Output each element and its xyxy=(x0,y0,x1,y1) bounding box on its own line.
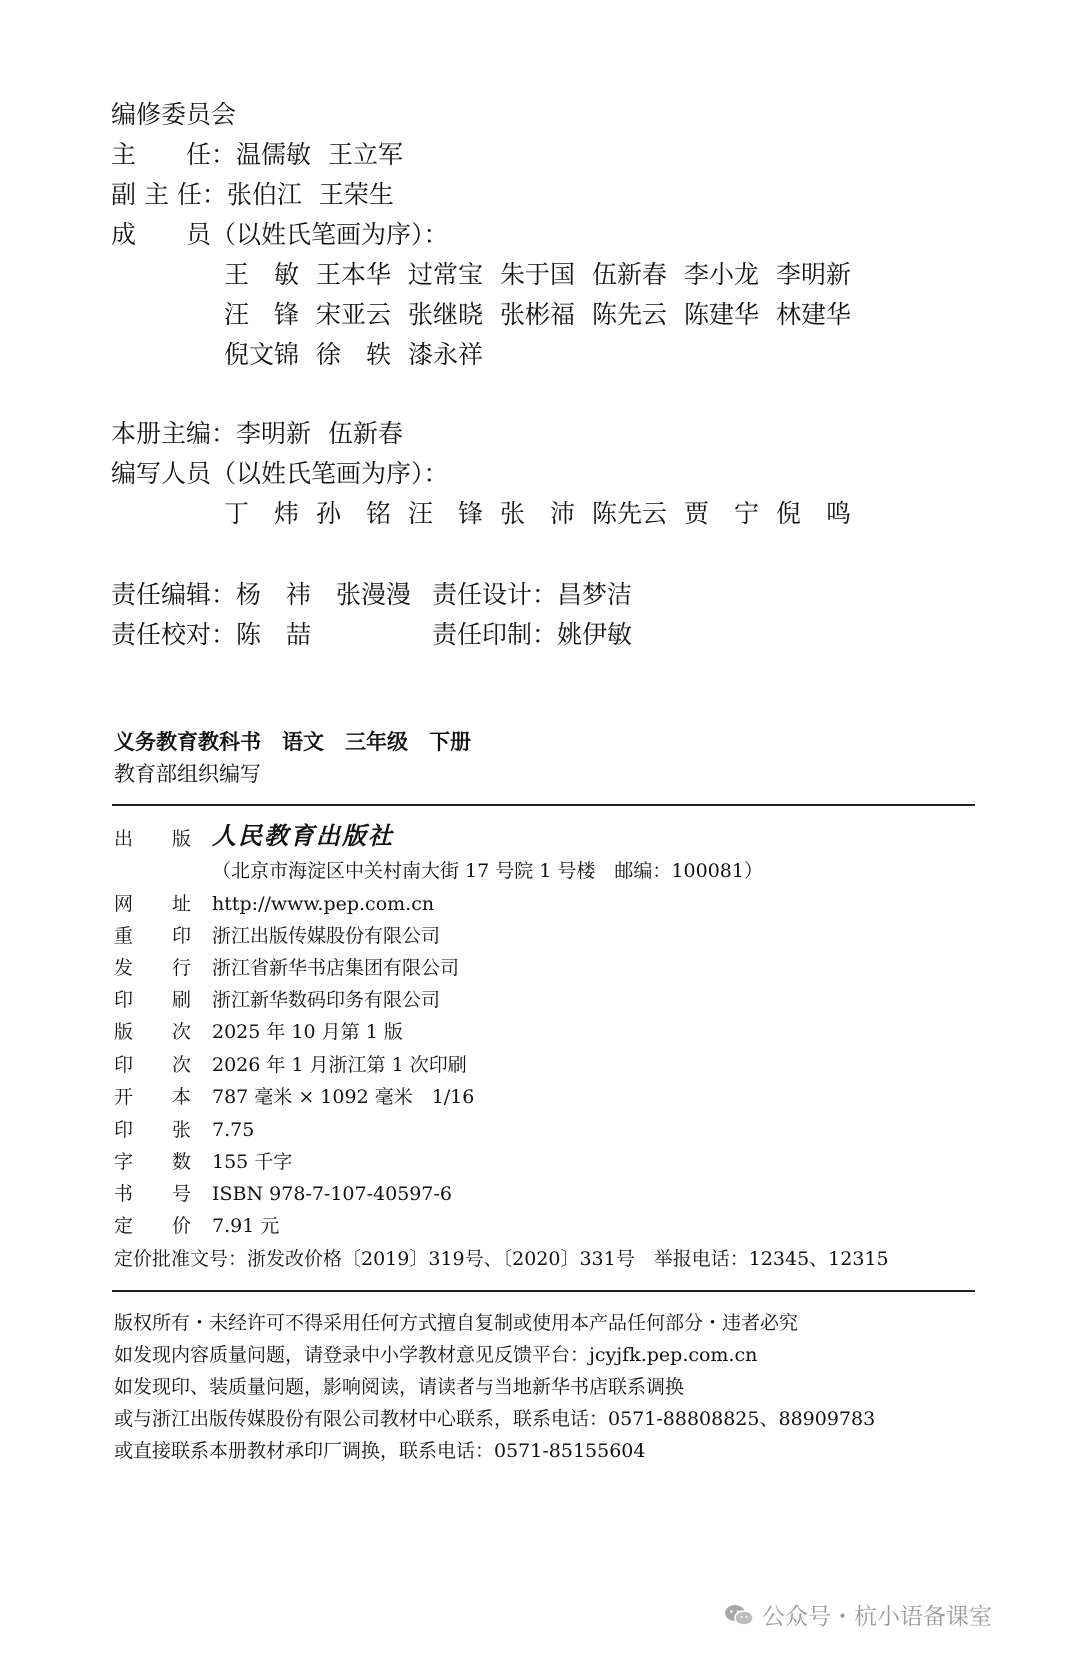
wechat-watermark xyxy=(724,1598,992,1631)
info-value: 787 毫米 × 1092 毫米 1/16 xyxy=(212,1086,475,1108)
member-name: 朱于国 xyxy=(500,260,576,289)
responsible-proof-line xyxy=(111,620,311,650)
info-key: 印 xyxy=(114,1119,134,1141)
info-key: 数 xyxy=(172,1151,192,1173)
info-key: 网 xyxy=(114,893,134,915)
responsible-print-label: 责任印制： xyxy=(432,620,558,649)
member-name: 倪文锦 xyxy=(224,340,300,369)
publisher-key: 出 xyxy=(114,828,134,850)
members-label: 成 员（以姓氏笔画为序）： xyxy=(111,220,449,249)
divider-line xyxy=(112,804,975,806)
info-key: 行 xyxy=(172,957,192,979)
writer-name: 倪 鸣 xyxy=(776,499,852,528)
chief-editor-line xyxy=(111,419,403,449)
responsible-design-line xyxy=(432,580,632,610)
writer-name: 孙 铭 xyxy=(316,499,392,528)
director-name: 王立军 xyxy=(328,140,404,169)
member-name: 李明新 xyxy=(776,260,852,289)
responsible-print-line xyxy=(432,620,632,650)
responsible-editor-line xyxy=(111,580,411,610)
responsible-proof-label: 责任校对： xyxy=(111,620,237,649)
chief-editor-name: 李明新 xyxy=(236,419,312,448)
member-name: 张彬福 xyxy=(500,300,576,329)
info-key: 印 xyxy=(114,989,134,1011)
responsible-proof-name: 陈 喆 xyxy=(236,620,312,649)
info-key: 价 xyxy=(172,1215,192,1237)
publisher-logo: 人民教育出版社 xyxy=(212,821,394,850)
price-approval: 定价批准文号：浙发改价格〔2019〕319号、〔2020〕331号 举报电话：12345、12315 xyxy=(114,1248,889,1270)
writer-name: 贾 宁 xyxy=(684,499,760,528)
director-name: 温儒敏 xyxy=(236,140,312,169)
info-key: 张 xyxy=(172,1119,192,1141)
member-name: 张继晓 xyxy=(408,300,484,329)
member-name: 宋亚云 xyxy=(316,300,392,329)
writer-name: 张 沛 xyxy=(500,499,576,528)
committee-heading: 编修委员会 xyxy=(111,100,237,129)
info-value: 7.91 元 xyxy=(212,1215,280,1237)
compiled-by: 教育部组织编写 xyxy=(114,762,261,786)
chief-editor-name: 伍新春 xyxy=(328,419,404,448)
publisher-key: 版 xyxy=(172,828,192,850)
members-row xyxy=(224,340,483,370)
info-key: 字 xyxy=(114,1151,134,1173)
watermark-text: 公众号・杭小语备课室 xyxy=(762,1604,992,1630)
contact-notice: 或与浙江出版传媒股份有限公司教材中心联系，联系电话：0571-88808825、88909783 xyxy=(114,1408,876,1430)
info-key: 次 xyxy=(172,1021,192,1043)
writer-name: 陈先云 xyxy=(592,499,668,528)
member-name: 林建华 xyxy=(776,300,852,329)
writer-name: 丁 炜 xyxy=(224,499,300,528)
info-value: 浙江省新华书店集团有限公司 xyxy=(212,957,460,979)
member-name: 伍新春 xyxy=(592,260,668,289)
responsible-editor-label: 责任编辑： xyxy=(111,580,237,609)
member-name: 王本华 xyxy=(316,260,392,289)
info-value: 155 千字 xyxy=(212,1151,293,1173)
feedback-notice: 如发现内容质量问题，请登录中小学教材意见反馈平台：jcyjfk.pep.com.cn xyxy=(114,1344,758,1366)
responsible-design-name: 昌梦洁 xyxy=(557,580,633,609)
info-key: 印 xyxy=(172,925,192,947)
member-name: 王 敏 xyxy=(224,260,300,289)
responsible-editor-names: 杨 祎 张漫漫 xyxy=(236,580,412,609)
member-name: 陈建华 xyxy=(684,300,760,329)
info-value: 2025 年 10 月第 1 版 xyxy=(212,1021,403,1043)
info-value: http://www.pep.com.cn xyxy=(212,893,435,915)
info-key: 版 xyxy=(114,1021,134,1043)
copyright-notice: 版权所有・未经许可不得采用任何方式擅自复制或使用本产品任何部分・违者必究 xyxy=(114,1312,799,1334)
member-name: 李小龙 xyxy=(684,260,760,289)
member-name: 漆永祥 xyxy=(408,340,484,369)
deputy-director-name: 张伯江 xyxy=(226,180,302,209)
member-name: 陈先云 xyxy=(592,300,668,329)
director-label: 主 任： xyxy=(111,140,237,169)
info-key: 发 xyxy=(114,957,134,979)
printer-contact-notice: 或直接联系本册教材承印厂调换，联系电话：0571-85155604 xyxy=(114,1440,646,1462)
info-value: 2026 年 1 月浙江第 1 次印刷 xyxy=(212,1054,467,1076)
publisher-address: （北京市海淀区中关村南大街 17 号院 1 号楼 邮编：100081） xyxy=(212,860,763,882)
book-title: 义务教育教科书 语文 三年级 下册 xyxy=(114,729,471,754)
info-key: 刷 xyxy=(172,989,192,1011)
members-row xyxy=(224,260,851,290)
info-value: ISBN 978-7-107-40597-6 xyxy=(212,1183,452,1205)
info-key: 号 xyxy=(172,1183,192,1205)
info-key: 开 xyxy=(114,1086,134,1108)
info-value: 浙江新华数码印务有限公司 xyxy=(212,989,441,1011)
info-key: 址 xyxy=(172,893,192,915)
wechat-icon xyxy=(724,1603,754,1627)
member-name: 汪 锋 xyxy=(224,300,300,329)
info-key: 书 xyxy=(114,1183,134,1205)
info-key: 次 xyxy=(172,1054,192,1076)
info-key: 印 xyxy=(114,1054,134,1076)
chief-editor-label: 本册主编： xyxy=(111,419,237,448)
info-key: 本 xyxy=(172,1086,192,1108)
divider-line xyxy=(112,1290,975,1292)
deputy-director-name: 王荣生 xyxy=(318,180,394,209)
responsible-print-name: 姚伊敏 xyxy=(557,620,633,649)
deputy-director-label: 副 主 任： xyxy=(111,180,227,209)
info-value: 浙江出版传媒股份有限公司 xyxy=(212,925,441,947)
director-line xyxy=(111,140,403,170)
responsible-design-label: 责任设计： xyxy=(432,580,558,609)
writer-name: 汪 锋 xyxy=(408,499,484,528)
member-name: 过常宝 xyxy=(408,260,484,289)
info-value: 7.75 xyxy=(212,1119,255,1141)
writers-label: 编写人员（以姓氏笔画为序）： xyxy=(111,459,449,488)
writers-row xyxy=(224,499,851,529)
exchange-notice: 如发现印、装质量问题，影响阅读，请读者与当地新华书店联系调换 xyxy=(114,1376,685,1398)
info-key: 重 xyxy=(114,925,134,947)
members-row xyxy=(224,300,851,330)
deputy-director-line xyxy=(111,180,394,210)
info-key: 定 xyxy=(114,1215,134,1237)
member-name: 徐 轶 xyxy=(316,340,392,369)
